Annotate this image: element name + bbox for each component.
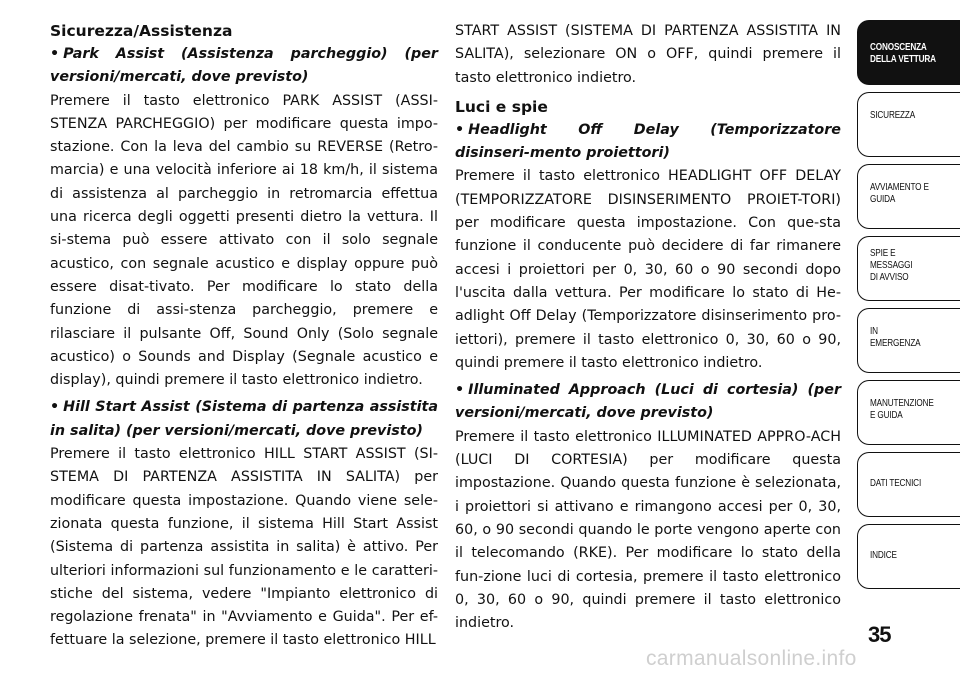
item-body-park-assist: Premere il tasto elettronico PARK ASSIST (ASSI-STENZA PARCHEGGIO) per modificare questa impo-stazione. Con la leva del cambio su REVERSE (Retro-marcia) e una velocità inferiore ai 18 km/h, il sistema di assistenza al parcheggio in retromarcia effettua una ricerca degli oggetti presenti dietro la vettura. Il si-stema può essere attivato con il solo segnale acustico, con segnale acustico e display oppure può essere disat-tivato. Per modificare lo stato della funzione di assi-stenza parcheggio, premere e rilasciare il pulsante Off, Sound Only (Solo segnale acustico) o Sounds and Display (Segnale acustico e display), quindi premere il tasto elettronico indietro.	[50, 92, 438, 389]
item-title-illuminated-approach: • Illuminated Approach (Luci di cortesia) (per versioni/mercati, dove previsto)	[455, 382, 841, 422]
tab-label: DATI TECNICI	[870, 477, 922, 489]
section-heading-lights: Luci e spie	[455, 97, 548, 116]
chapter-tabs	[857, 20, 960, 596]
bullet-icon: •	[50, 399, 60, 416]
bullet-icon: •	[50, 46, 60, 62]
tab-sicurezza[interactable]	[857, 92, 960, 157]
tab-dati-tecnici[interactable]	[857, 452, 960, 517]
right-column	[455, 20, 841, 635]
tab-label: IN EMERGENZA	[870, 325, 921, 349]
item-body-illuminated-approach: Premere il tasto elettronico ILLUMINATED APPRO-ACH (LUCI DI CORTESIA) per modificare questa impostazione. Quando questa funzione è selezionata, i proiettori si attivano e rimangono accesi per 0, 30, 60, o 90 secondi quando le porte vengono aperte con il telecomando (RKE). Per modificare lo stato della fun-zione luci di cortesia, premere il tasto elettronico 0, 30, 60 o 90, quindi premere il tasto elettronico indietro.	[455, 428, 841, 632]
item-body-hill-start: Premere il tasto elettronico HILL START ASSIST (SI-STEMA DI PARTENZA ASSISTITA IN SALITA) per modificare questa impostazione. Quando viene sele-zionata questa funzione, il sistema Hill Start Assist (Sistema di partenza assistita in salita) è attivo. Per ulteriori informazioni sul funzionamento e le caratteri-stiche del sistema, vedere "Impianto elettronico di regolazione frenata" in "Avviamento e Guida". Per ef-fettuare la selezione, premere il tasto elettronico HILL	[50, 446, 438, 649]
tab-manutenzione[interactable]	[857, 380, 960, 445]
item-title-park-assist: • Park Assist (Assistenza parcheggio) (per versioni/mercati, dove previsto)	[50, 46, 438, 86]
bullet-icon: •	[455, 121, 465, 138]
tab-label: MANUTENZIONE E GUIDA	[870, 397, 934, 421]
tab-emergenza[interactable]	[857, 308, 960, 373]
watermark: carmanualsonline.info	[646, 647, 857, 670]
item-title-hill-start: • Hill Start Assist (Sistema di partenza assistita in salita) (per versioni/mercati, dove previsto)	[50, 399, 438, 439]
tab-label: SICUREZZA	[870, 109, 916, 121]
tab-indice[interactable]	[857, 524, 960, 589]
tab-conoscenza[interactable]	[857, 20, 960, 85]
tab-spie[interactable]	[857, 236, 960, 301]
tab-label: INDICE	[870, 549, 897, 561]
continued-paragraph: START ASSIST (SISTEMA DI PARTENZA ASSISTITA IN SALITA), selezionare ON o OFF, quindi premere il tasto elettronico indietro.	[455, 23, 841, 86]
tab-label: CONOSCENZA DELLA VETTURA	[870, 41, 936, 65]
item-body-headlight-delay: Premere il tasto elettronico HEADLIGHT OFF DELAY (TEMPORIZZATORE DISINSERIMENTO PROIET-TORI) per modificare questa impostazione. Con que-sta funzione il conducente può decidere di far rimanere accesi i proiettori per 0, 30, 60 o 90 secondi dopo l'uscita dalla vettura. Per modificare lo stato di He-adlight Off Delay (Temporizzatore disinserimento pro-iettori), premere il tasto elettronico 0, 30, 60 o 90, quindi premere il tasto elettronico indietro.	[455, 168, 841, 371]
tab-label: SPIE E MESSAGGI DI AVVISO	[870, 247, 913, 283]
tab-avviamento[interactable]	[857, 164, 960, 229]
left-column	[50, 20, 438, 653]
tab-label: AVVIAMENTO E GUIDA	[870, 181, 929, 205]
item-title-headlight-delay: • Headlight Off Delay (Temporizzatore disinseri-mento proiettori)	[455, 121, 841, 162]
page-number: 35	[868, 622, 891, 647]
bullet-icon: •	[455, 382, 465, 399]
section-heading-safety: Sicurezza/Assistenza	[50, 22, 233, 40]
